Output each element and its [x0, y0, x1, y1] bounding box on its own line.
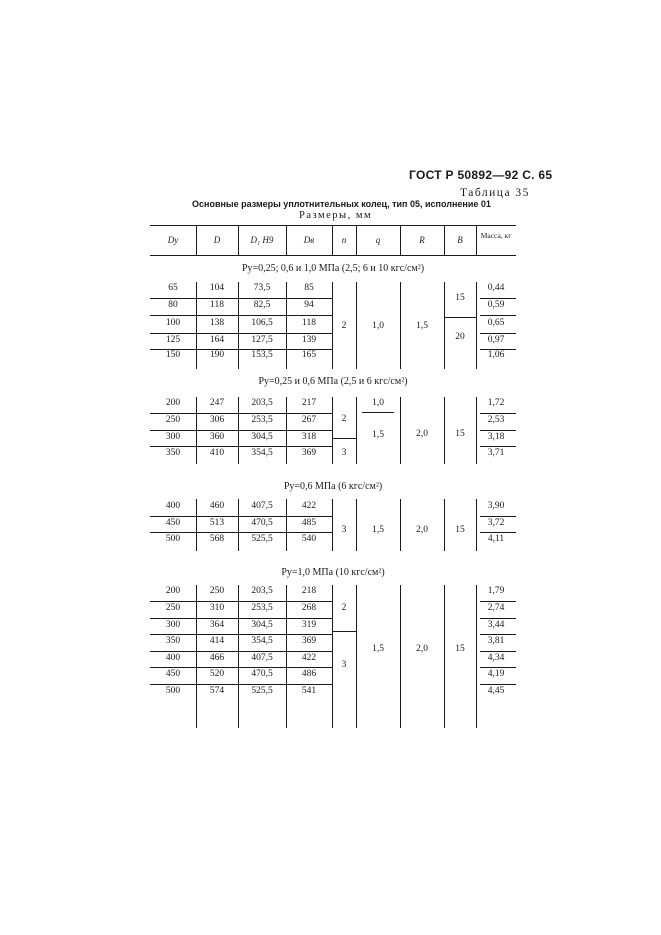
row-rule [150, 618, 332, 619]
table-units: Размеры, мм [299, 210, 373, 221]
cell-dv: 422 [301, 653, 317, 663]
section-heading: Pу=0,25 и 0,6 МПа (2,5 и 6 кгс/см²) [258, 376, 408, 387]
cell-n: 2 [341, 603, 347, 613]
cell-d: 306 [209, 415, 225, 425]
cell-d: 190 [209, 350, 225, 360]
cell-dv: 139 [301, 335, 317, 345]
row-rule [150, 430, 332, 431]
cell-dv: 85 [304, 283, 314, 293]
row-rule [480, 634, 516, 635]
n-split-rule [332, 631, 356, 632]
cell-dy: 400 [165, 653, 181, 663]
cell-dy: 400 [165, 501, 181, 511]
cell-dy: 350 [165, 636, 181, 646]
cell-n: 2 [341, 414, 347, 424]
cell-d1: 73,5 [253, 283, 271, 293]
cell-d: 520 [209, 669, 225, 679]
cell-d: 164 [209, 335, 225, 345]
cell-dy: 250 [165, 415, 181, 425]
cell-dv: 118 [302, 318, 316, 328]
row-rule [150, 651, 332, 652]
n-split-rule [332, 438, 356, 439]
cell-dv: 540 [301, 534, 317, 544]
cell-b: 20 [455, 332, 465, 342]
cell-mass: 3,44 [487, 620, 505, 630]
cell-d: 460 [209, 501, 225, 511]
cell-d: 513 [209, 518, 225, 528]
cell-mass: 4,34 [487, 653, 505, 663]
cell-mass: 3,71 [487, 448, 505, 458]
column-header: n [341, 235, 347, 245]
section-heading: Pу=0,6 МПа (6 кгс/см²) [283, 481, 383, 492]
cell-dv: 268 [301, 603, 317, 613]
cell-mass: 4,11 [487, 534, 505, 544]
cell-d1: 203,5 [251, 586, 273, 596]
cell-d1: 253,5 [251, 603, 273, 613]
cell-d1: 253,5 [251, 415, 273, 425]
cell-q: 1,5 [372, 644, 384, 654]
cell-mass: 0,59 [487, 300, 505, 310]
cell-mass: 0,44 [487, 283, 505, 293]
b-split-rule [444, 317, 476, 318]
cell-d1: 407,5 [251, 653, 273, 663]
cell-dv: 485 [301, 518, 317, 528]
cell-mass: 2,74 [487, 603, 505, 613]
cell-mass: 4,19 [487, 669, 505, 679]
row-rule [150, 298, 332, 299]
cell-dv: 217 [301, 398, 317, 408]
cell-dv: 218 [301, 586, 317, 596]
cell-b: 15 [455, 525, 465, 535]
cell-dv: 422 [301, 501, 317, 511]
row-rule [480, 601, 516, 602]
cell-dy: 300 [165, 620, 181, 630]
cell-q: 1,5 [372, 525, 384, 535]
cell-d: 414 [209, 636, 225, 646]
cell-d1: 470,5 [251, 518, 273, 528]
column-header: D₁ Н9 [250, 235, 274, 245]
table-header-rule [150, 255, 516, 256]
column-header: D [213, 235, 221, 245]
cell-dy: 150 [165, 350, 181, 360]
row-rule [150, 413, 332, 414]
row-rule [480, 684, 516, 685]
cell-dv: 486 [301, 669, 317, 679]
cell-dy: 500 [165, 686, 181, 696]
cell-mass: 4,45 [487, 686, 505, 696]
cell-b: 15 [455, 429, 465, 439]
cell-n: 3 [341, 660, 347, 670]
cell-mass: 3,72 [487, 518, 505, 528]
column-header: R [419, 235, 425, 245]
table-top-rule [150, 225, 516, 226]
q-split-rule [362, 412, 394, 413]
cell-d1: 203,5 [251, 398, 273, 408]
column-rule [476, 225, 477, 255]
cell-d: 568 [209, 534, 225, 544]
cell-r: 2,0 [416, 429, 428, 439]
cell-dv: 94 [304, 300, 314, 310]
column-header: q [375, 235, 381, 245]
cell-d1: 525,5 [251, 686, 273, 696]
row-rule [150, 634, 332, 635]
column-rule [444, 585, 445, 728]
cell-dy: 500 [165, 534, 181, 544]
row-rule [480, 618, 516, 619]
row-rule [480, 333, 516, 334]
column-rule [400, 585, 401, 728]
cell-dy: 200 [165, 398, 181, 408]
cell-d: 247 [209, 398, 225, 408]
row-rule [480, 446, 516, 447]
cell-n: 3 [341, 525, 347, 535]
cell-mass: 1,06 [487, 350, 505, 360]
cell-d1: 153,5 [251, 350, 273, 360]
cell-dy: 65 [168, 283, 178, 293]
cell-d: 138 [209, 318, 225, 328]
row-rule [150, 516, 332, 517]
cell-d: 250 [209, 586, 225, 596]
row-rule [150, 446, 332, 447]
cell-q: 1,0 [372, 321, 384, 331]
cell-d1: 304,5 [251, 620, 273, 630]
page-header: ГОСТ Р 50892—92 С. 65 [409, 168, 553, 182]
cell-d: 574 [209, 686, 225, 696]
table-label: Таблица 35 [460, 187, 530, 199]
row-rule [480, 651, 516, 652]
cell-b: 15 [455, 644, 465, 654]
cell-dy: 250 [165, 603, 181, 613]
cell-dv: 267 [301, 415, 317, 425]
cell-d1: 82,5 [253, 300, 271, 310]
cell-mass: 1,72 [487, 398, 505, 408]
row-rule [480, 430, 516, 431]
row-rule [150, 333, 332, 334]
cell-mass: 1,79 [487, 586, 505, 596]
cell-mass: 0,97 [487, 335, 505, 345]
row-rule [480, 532, 516, 533]
section-heading: Pу=1,0 МПа (10 кгс/см²) [281, 567, 385, 578]
cell-d1: 470,5 [251, 669, 273, 679]
cell-d1: 354,5 [251, 448, 273, 458]
cell-r: 2,0 [416, 644, 428, 654]
cell-d: 310 [209, 603, 225, 613]
row-rule [480, 298, 516, 299]
cell-mass: 3,81 [487, 636, 505, 646]
row-rule [150, 532, 332, 533]
cell-dv: 319 [301, 620, 317, 630]
cell-dv: 369 [301, 448, 317, 458]
cell-dy: 100 [165, 318, 181, 328]
cell-r: 1,5 [416, 321, 428, 331]
cell-d: 466 [209, 653, 225, 663]
column-header: Dв [303, 235, 315, 245]
row-rule [480, 516, 516, 517]
table-title: Основные размеры уплотнительных колец, тип 05, исполнение 01 [192, 199, 491, 209]
row-rule [480, 667, 516, 668]
cell-r: 2,0 [416, 525, 428, 535]
cell-d1: 106,5 [251, 318, 273, 328]
cell-q: 1,5 [372, 430, 384, 440]
cell-dv: 369 [301, 636, 317, 646]
cell-d1: 127,5 [251, 335, 273, 345]
row-rule [480, 315, 516, 316]
cell-d1: 525,5 [251, 534, 273, 544]
cell-dv: 541 [301, 686, 317, 696]
column-header: B [457, 235, 463, 245]
cell-n: 2 [341, 321, 347, 331]
cell-dv: 318 [301, 432, 317, 442]
row-rule [150, 684, 332, 685]
cell-dy: 350 [165, 448, 181, 458]
row-rule [150, 667, 332, 668]
cell-mass: 3,18 [487, 432, 505, 442]
cell-dv: 165 [301, 350, 317, 360]
cell-dy: 450 [165, 518, 181, 528]
cell-d: 410 [209, 448, 225, 458]
cell-dy: 200 [165, 586, 181, 596]
row-rule [150, 315, 332, 316]
cell-dy: 300 [165, 432, 181, 442]
cell-q: 1,0 [372, 398, 384, 408]
column-header: Масса, кг [480, 231, 512, 240]
cell-d: 364 [209, 620, 225, 630]
cell-dy: 125 [165, 335, 181, 345]
cell-mass: 0,65 [487, 318, 505, 328]
section-heading: Pу=0,25; 0,6 и 1,0 МПа (2,5; 6 и 10 кгс/см²) [241, 263, 425, 274]
cell-d1: 354,5 [251, 636, 273, 646]
row-rule [480, 413, 516, 414]
cell-mass: 2,53 [487, 415, 505, 425]
column-header: Dу [167, 235, 179, 245]
cell-mass: 3,90 [487, 501, 505, 511]
cell-dy: 450 [165, 669, 181, 679]
cell-d: 360 [209, 432, 225, 442]
cell-d: 118 [210, 300, 224, 310]
cell-d1: 304,5 [251, 432, 273, 442]
column-rule [356, 585, 357, 728]
row-rule [150, 601, 332, 602]
cell-b: 15 [455, 293, 465, 303]
cell-d1: 407,5 [251, 501, 273, 511]
cell-dy: 80 [168, 300, 178, 310]
cell-n: 3 [341, 448, 347, 458]
cell-d: 104 [209, 283, 225, 293]
